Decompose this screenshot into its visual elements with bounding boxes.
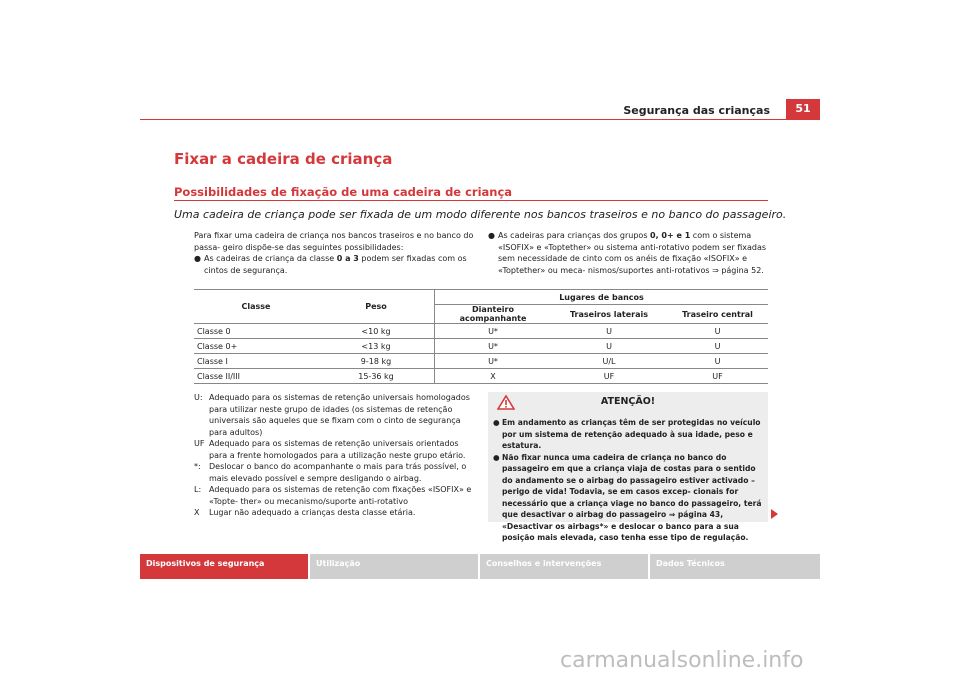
bullet-icon: ● [194, 254, 201, 263]
bullet-icon: ● [488, 231, 495, 240]
th-class: Classe [194, 290, 318, 324]
warning-bullet-2: ● Não fixar nunca uma cadeira de criança no banco do passageiro em que a criança viaja de costas para o sentido do andamento se o airbag do passageiro estiver activado – perigo de vida! Todavia, se em casos excep- cionais for necessário que a criança viage no banco do passageiro, terá que desactivar o airbag do passageiro ⇒ página 43, «Desactivar os airbags*» e deslocar o banco para a sua posição mais elevada, caso tenha esse tipo de regulação. [493, 452, 762, 542]
table-row: Classe 0 <10 kg U* U U [194, 324, 768, 339]
th-front: Dianteiro acompanhante [435, 305, 552, 324]
child-seat-table [194, 289, 768, 384]
intro-right-column [488, 230, 770, 276]
subsection-rule [174, 200, 768, 201]
warning-text [493, 417, 763, 544]
footer-tab-technical-data[interactable]: Dados Técnicos [650, 554, 820, 579]
section-title: Fixar a cadeira de criança [174, 150, 393, 168]
legend-item: *: Deslocar o banco do acompanhante o mais para trás possível, o mais elevado possível e sempre desligando o airbag. [194, 462, 467, 483]
table-legend [194, 392, 476, 519]
legend-item: X Lugar não adequado a crianças desta classe etária. [194, 508, 416, 517]
continue-arrow-icon [771, 509, 778, 519]
footer-tab-safety[interactable]: Dispositivos de segurança [140, 554, 308, 579]
intro-bullet-2: ● As cadeiras para crianças dos grupos 0, 0+ e 1 com o sistema «ISOFIX» e «Toptether» ou sistema anti-rotativo podem ser fixadas sem necessidade de cinto com os anéis de fixação «ISOFIX» e «Toptether» ou meca- nismos/suportes anti-rotativos ⇒ página 52. [488, 231, 767, 275]
intro-bullet-1: ● As cadeiras de criança da classe 0 a 3 podem ser fixadas com os cintos de segurança. [194, 254, 467, 275]
legend-item: UF Adequado para os sistemas de retenção universais orientados para a frente homologados para a utilização neste grupo etário. [194, 439, 466, 460]
subsection-title: Possibilidades de fixação de uma cadeira de criança [174, 185, 513, 199]
legend-item: L: Adequado para os sistemas de retenção com fixações «ISOFIX» e «Topte- ther» ou mecanismo/suporte anti-rotativo [194, 485, 472, 506]
th-places: Lugares de bancos [435, 290, 769, 305]
bullet-icon: ● [493, 452, 500, 462]
intro-left-column [194, 230, 476, 276]
warning-title: ATENÇÃO! [600, 396, 656, 407]
table-row: Classe I 9-18 kg U* U/L U [194, 354, 768, 369]
table-row: Classe 0+ <13 kg U* U U [194, 339, 768, 354]
th-weight: Peso [318, 290, 435, 324]
intro-paragraph: Para fixar uma cadeira de criança nos bancos traseiros e no banco do passa- geiro dispõe-se das seguintes possibilidades: [194, 231, 474, 252]
header-rule [140, 119, 820, 120]
th-side: Traseiros laterais [551, 305, 667, 324]
table-header-row [194, 290, 768, 305]
th-center: Traseiro central [667, 305, 768, 324]
bullet-icon: ● [493, 418, 500, 427]
warning-bullet-1: ● Em andamento as crianças têm de ser protegidas no veículo por um sistema de retenção adequado à sua idade, peso e estatura. [493, 418, 761, 450]
watermark: carmanualsonline.info [560, 648, 804, 673]
lead-text: Uma cadeira de criança pode ser fixada de um modo diferente nos bancos traseiros e no banco do passageiro. [174, 208, 787, 221]
table-row: Classe II/III 15-36 kg X UF UF [194, 369, 768, 384]
footer-tab-advice[interactable]: Conselhos e intervenções [480, 554, 648, 579]
running-header-title: Segurança das crianças [623, 104, 770, 117]
page-number-badge: 51 [786, 99, 820, 119]
footer-tab-usage[interactable]: Utilização [310, 554, 478, 579]
legend-item: U: Adequado para os sistemas de retenção universais homologados para utilizar neste grupo de idades (os sistemas de retenção universais são aqueles que se fixam com o cinto de segurança para adultos) [194, 393, 470, 437]
